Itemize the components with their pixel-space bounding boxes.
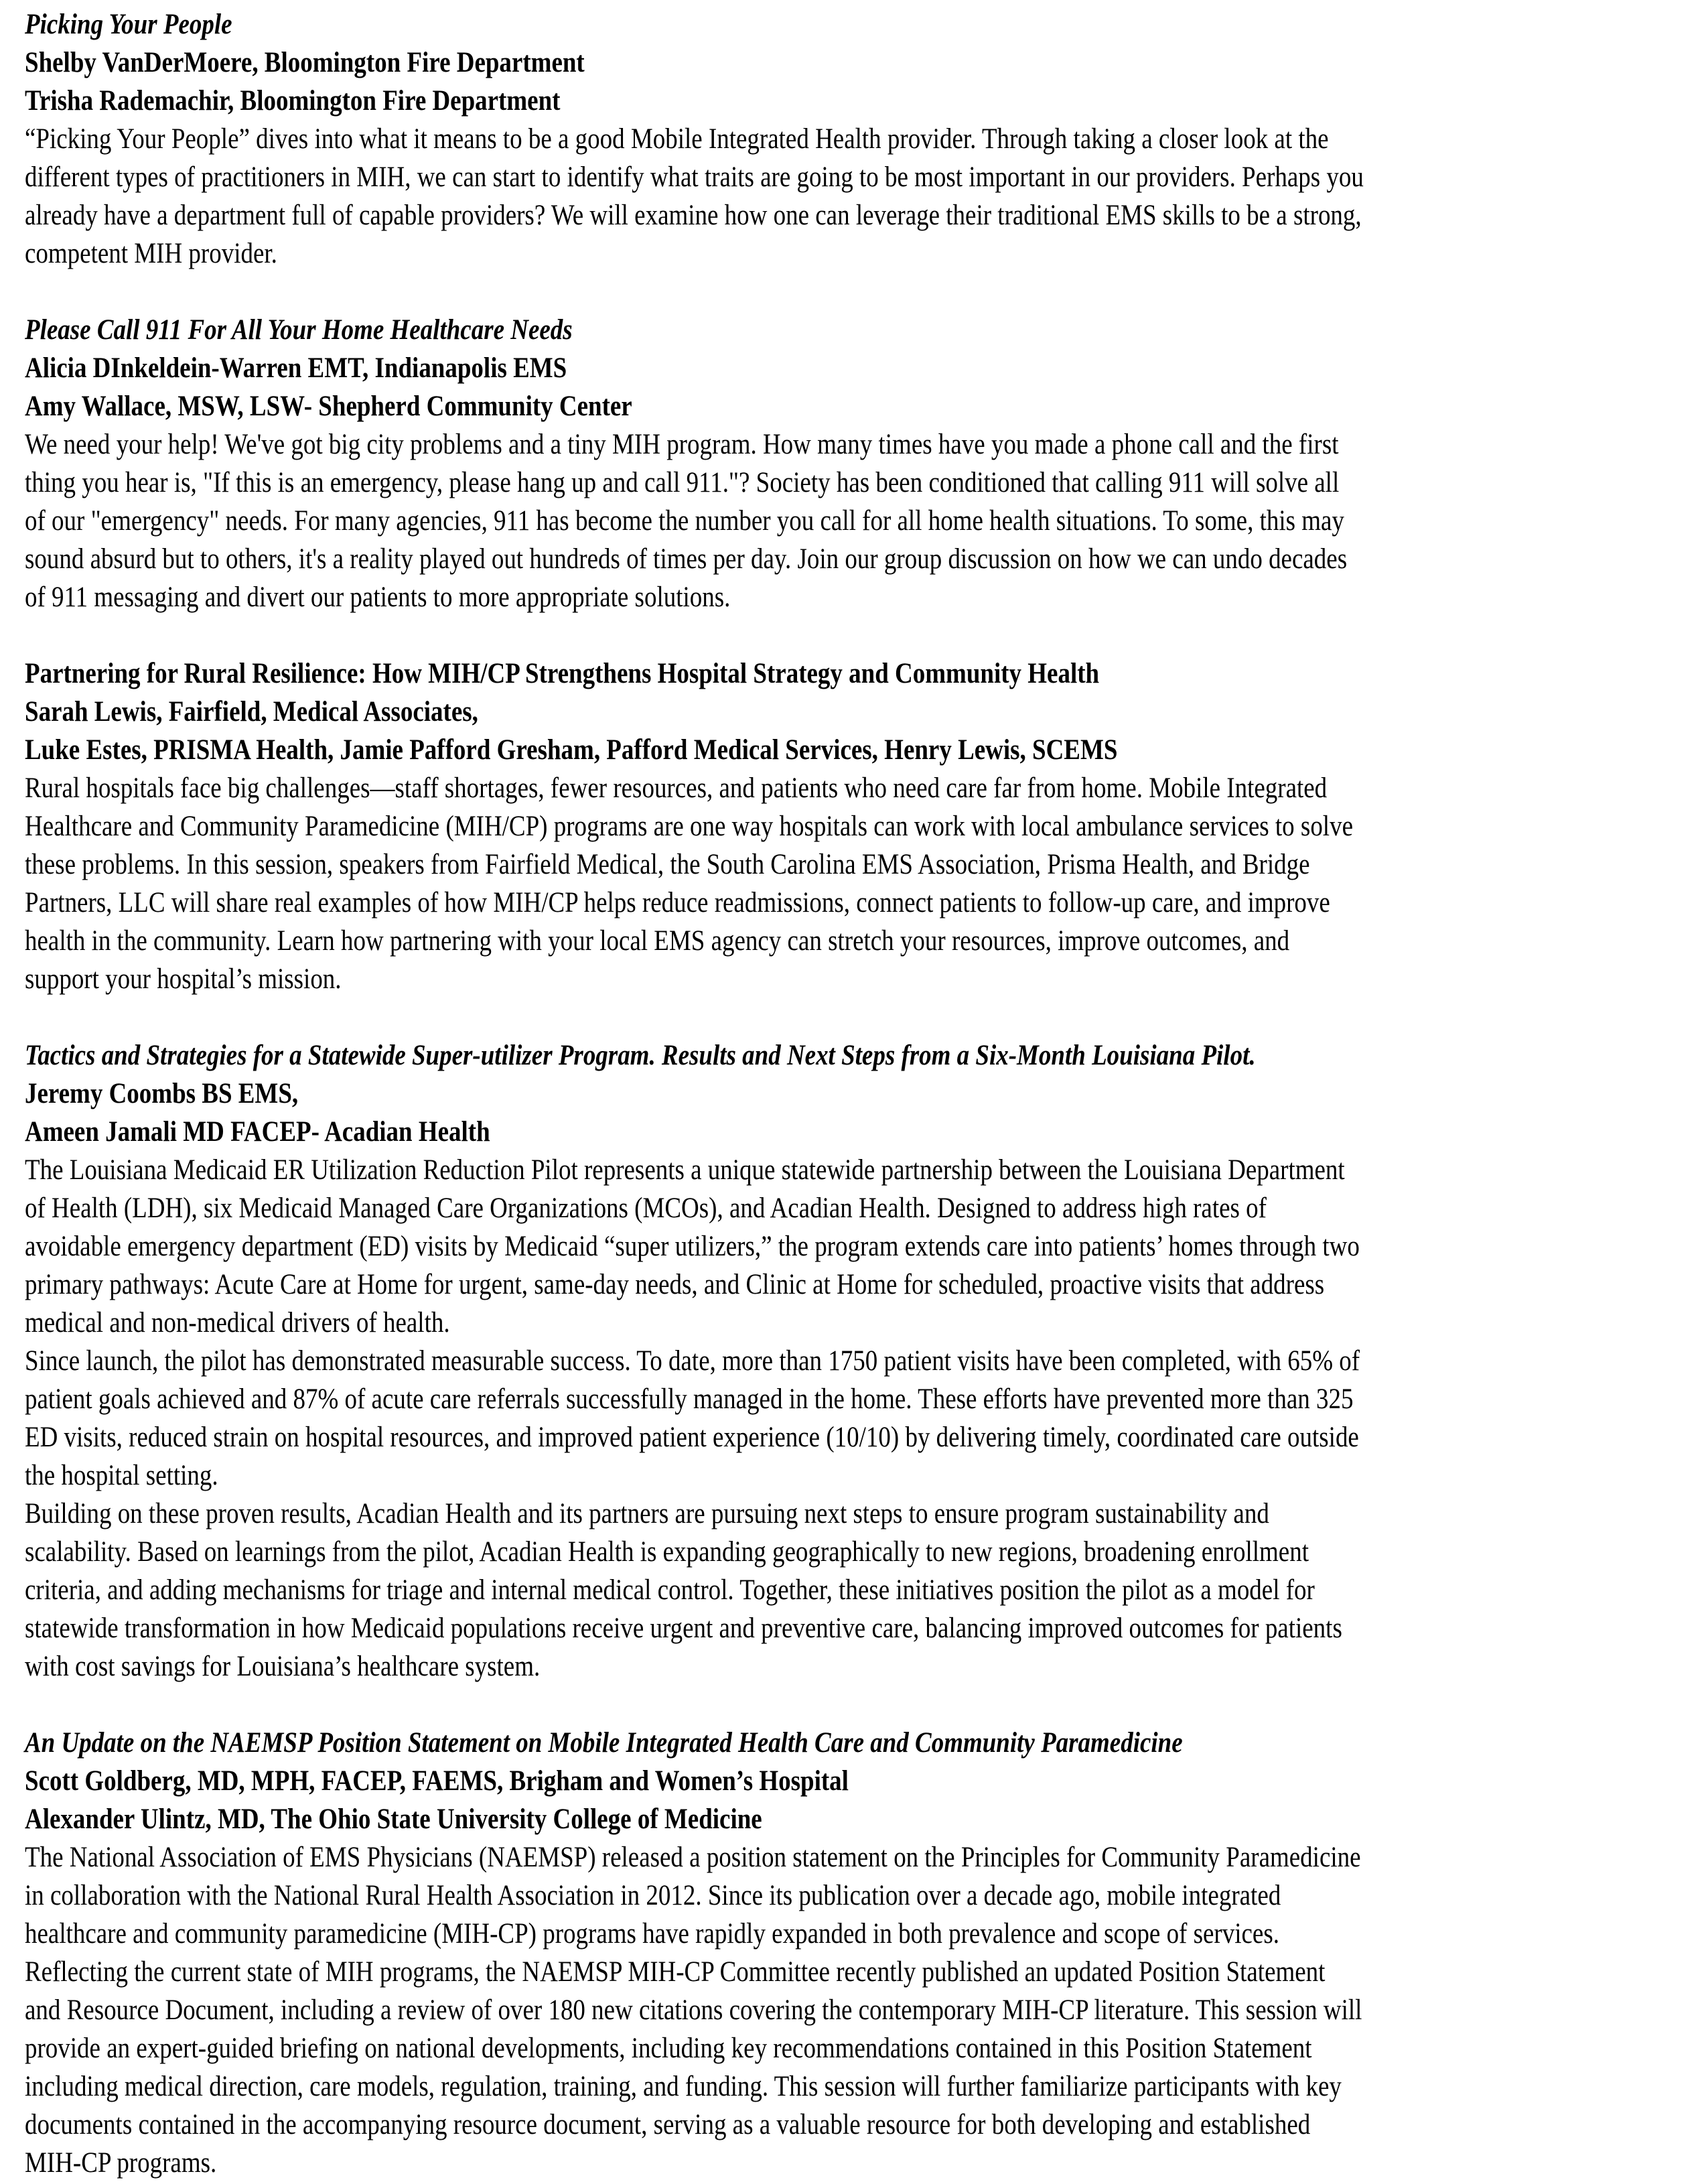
session-description-line: documents contained in the accompanying resource document, serving as a valuable resource for both developing and established [25,2109,1311,2140]
session-description-line: support your hospital’s mission. [25,963,342,995]
session-description-line: of our "emergency" needs. For many agencies, 911 has become the number you call for all home health situations. To some, this may [25,505,1344,537]
session-speaker: Alicia DInkeldein-Warren EMT, Indianapolis EMS [25,352,567,384]
session-description-line: health in the community. Learn how partnering with your local EMS agency can stretch your resources, improve outcomes, and [25,925,1290,957]
session-description-line: ED visits, reduced strain on hospital resources, and improved patient experience (10/10) by delivering timely, coordinated care outside [25,1422,1359,1453]
session-title: Please Call 911 For All Your Home Healthcare Needs [25,314,573,346]
session-description-line: the hospital setting. [25,1460,218,1491]
session-speaker: Shelby VanDerMoere, Bloomington Fire Department [25,47,585,78]
session-speaker: Alexander Ulintz, MD, The Ohio State University College of Medicine [25,1803,762,1835]
session-description-line: different types of practitioners in MIH, we can start to identify what traits are going to be most important in our providers. Perhaps you [25,161,1364,193]
session-description-line: Healthcare and Community Paramedicine (MIH/CP) programs are one way hospitals can work with local ambulance services to solve [25,811,1353,842]
session-description-line: these problems. In this session, speakers from Fairfield Medical, the South Carolina EMS Association, Prisma Health, and Bridge [25,849,1310,880]
session-description-line: medical and non-medical drivers of health. [25,1307,450,1339]
session-description-line: Building on these proven results, Acadian Health and its partners are pursuing next steps to ensure program sustainability and [25,1498,1269,1529]
session-description-line: of Health (LDH), six Medicaid Managed Care Organizations (MCOs), and Acadian Health. Designed to address high rates of [25,1192,1267,1224]
session-speaker: Trisha Rademachir, Bloomington Fire Department [25,85,561,117]
session-description-line: Since launch, the pilot has demonstrated measurable success. To date, more than 1750 patient visits have been completed, with 65% of [25,1345,1360,1377]
session-description-line: scalability. Based on learnings from the pilot, Acadian Health is expanding geographically to new regions, broadening enrollment [25,1536,1309,1568]
session-description-line: We need your help! We've got big city problems and a tiny MIH program. How many times have you made a phone call and the first [25,429,1339,460]
session-title: An Update on the NAEMSP Position Statement on Mobile Integrated Health Care and Community Paramedicine [25,1727,1183,1759]
session-speaker: Amy Wallace, MSW, LSW- Shepherd Community Center [25,391,632,422]
session-description-line: healthcare and community paramedicine (MIH-CP) programs have rapidly expanded in both prevalence and scope of services. [25,1918,1279,1950]
session-description-line: in collaboration with the National Rural Health Association in 2012. Since its publication over a decade ago, mobile integrated [25,1880,1281,1911]
session-description-line: patient goals achieved and 87% of acute care referrals successfully managed in the home. These efforts have prevented more than 325 [25,1383,1354,1415]
session-description-line: already have a department full of capable providers? We will examine how one can leverage their traditional EMS skills to be a strong, [25,200,1362,231]
session-description-line: and Resource Document, including a review of over 180 new citations covering the contemporary MIH-CP literature. This session will [25,1994,1362,2026]
session-description-line: Partners, LLC will share real examples of how MIH/CP helps reduce readmissions, connect patients to follow-up care, and improve [25,887,1330,918]
session-description-line: with cost savings for Louisiana’s healthcare system. [25,1651,541,1682]
session-speaker: Luke Estes, PRISMA Health, Jamie Pafford Gresham, Pafford Medical Services, Henry Lewis, SCEMS [25,734,1118,766]
session-speaker: Scott Goldberg, MD, MPH, FACEP, FAEMS, Brigham and Women’s Hospital [25,1765,849,1797]
session-description-line: The National Association of EMS Physicians (NAEMSP) released a position statement on the Principles for Community Paramedicine [25,1842,1361,1873]
session-description-line: competent MIH provider. [25,238,277,269]
session-title: Picking Your People [25,9,232,40]
session-description-line: Rural hospitals face big challenges—staff shortages, fewer resources, and patients who need care far from home. Mobile Integrated [25,772,1328,804]
session-description-line: sound absurd but to others, it's a reality played out hundreds of times per day. Join our group discussion on how we can undo decades [25,543,1348,575]
session-description-line: including medical direction, care models, regulation, training, and funding. This session will further familiarize participants with key [25,2071,1342,2102]
session-description-line: MIH-CP programs. [25,2147,217,2179]
session-speaker: Jeremy Coombs BS EMS, [25,1078,299,1109]
session-description-line: Reflecting the current state of MIH programs, the NAEMSP MIH-CP Committee recently published an updated Position Statement [25,1956,1326,1988]
session-description-line: “Picking Your People” dives into what it means to be a good Mobile Integrated Health provider. Through taking a closer look at the [25,123,1329,155]
session-description-line: The Louisiana Medicaid ER Utilization Reduction Pilot represents a unique statewide partnership between the Louisiana Department [25,1154,1345,1186]
session-speaker: Ameen Jamali MD FACEP- Acadian Health [25,1116,490,1148]
session-title: Tactics and Strategies for a Statewide Super-utilizer Program. Results and Next Steps from a Six-Month Louisiana Pilot. [25,1040,1256,1071]
session-description-line: provide an expert-guided briefing on national developments, including key recommendations contained in this Position Statement [25,2033,1312,2064]
session-description-line: criteria, and adding mechanisms for triage and internal medical control. Together, these initiatives position the pilot as a model for [25,1574,1315,1606]
session-description-line: thing you hear is, "If this is an emergency, please hang up and call 911."? Society has been conditioned that calling 911 will solve all [25,467,1340,498]
session-title: Partnering for Rural Resilience: How MIH/CP Strengthens Hospital Strategy and Community Health [25,658,1100,689]
session-description-line: avoidable emergency department (ED) visits by Medicaid “super utilizers,” the program extends care into patients’ homes through two [25,1231,1360,1262]
session-speaker: Sarah Lewis, Fairfield, Medical Associates, [25,696,478,728]
session-description-line: primary pathways: Acute Care at Home for urgent, same-day needs, and Clinic at Home for scheduled, proactive visits that address [25,1269,1325,1300]
session-description-line: statewide transformation in how Medicaid populations receive urgent and preventive care, balancing improved outcomes for patients [25,1613,1342,1644]
session-description-line: of 911 messaging and divert our patients to more appropriate solutions. [25,582,731,613]
